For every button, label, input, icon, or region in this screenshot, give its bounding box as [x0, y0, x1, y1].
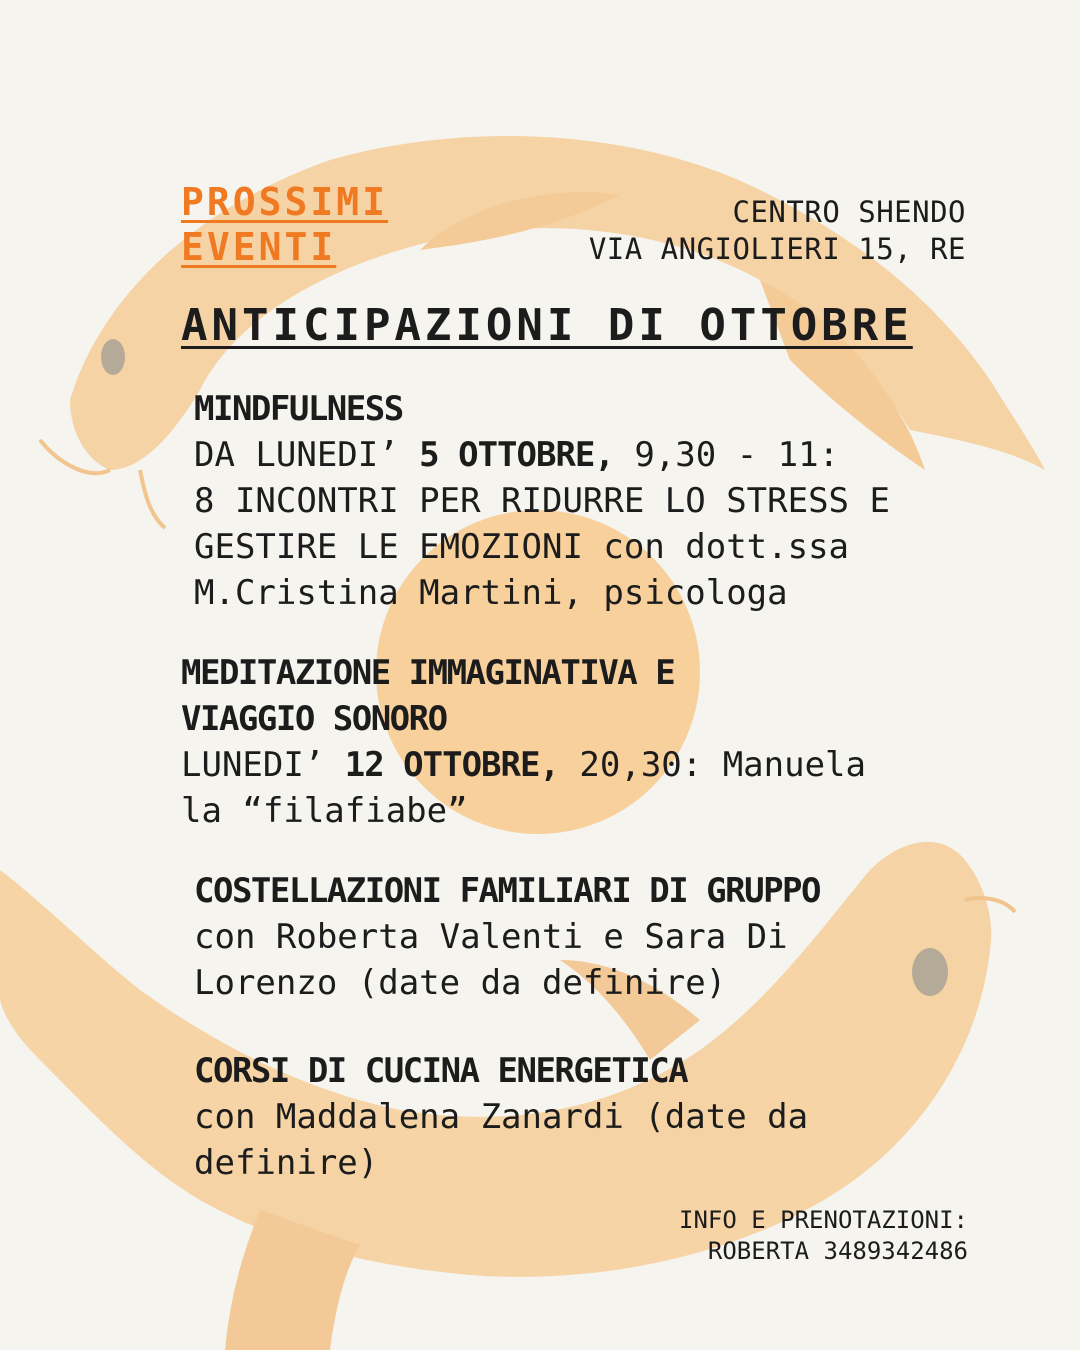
event-title: MINDFULNESS — [194, 389, 403, 429]
event-description: GESTIRE LE EMOZIONI con dott.ssa — [194, 527, 850, 567]
event-date-line — [181, 742, 866, 788]
event-description: con Roberta Valenti e Sara Di — [194, 917, 788, 957]
upcoming-events-tag — [181, 180, 388, 270]
event-description: Lorenzo (date da definire) — [194, 963, 727, 1003]
event-title: CORSI DI CUCINA ENERGETICA — [194, 1051, 688, 1091]
event-cucina — [194, 1048, 808, 1186]
event-date-line — [194, 432, 890, 478]
tag-line-1: PROSSIMI — [181, 180, 389, 224]
event-time: 9,30 - 11: — [613, 435, 840, 475]
event-meditazione — [181, 650, 866, 834]
event-title: COSTELLAZIONI FAMILIARI DI GRUPPO — [194, 871, 821, 911]
event-date: 5 OTTOBRE, — [419, 435, 614, 475]
event-title: MEDITAZIONE IMMAGINATIVA E — [181, 653, 675, 693]
info-label: INFO E PRENOTAZIONI: — [679, 1206, 968, 1234]
venue-address: VIA ANGIOLIERI 15, RE — [588, 232, 966, 266]
event-description: la “filafiabe” — [181, 791, 468, 831]
tag-line-2: EVENTI — [181, 225, 337, 269]
event-date: 12 OTTOBRE, — [344, 745, 559, 785]
event-date-prefix: LUNEDI’ — [181, 745, 345, 785]
page-heading: ANTICIPAZIONI DI OTTOBRE — [181, 300, 913, 351]
event-title: VIAGGIO SONORO — [181, 699, 447, 739]
event-costellazioni — [194, 868, 820, 1006]
contact-info — [679, 1205, 968, 1267]
info-phone: ROBERTA 3489342486 — [707, 1237, 968, 1265]
event-date-prefix: DA LUNEDI’ — [194, 435, 420, 475]
event-description: 8 INCONTRI PER RIDURRE LO STRESS E — [194, 481, 890, 521]
event-description: definire) — [194, 1143, 379, 1183]
venue-name: CENTRO SHENDO — [732, 195, 966, 229]
event-mindfulness — [194, 386, 890, 616]
event-description: con Maddalena Zanardi (date da — [194, 1097, 809, 1137]
event-description: M.Cristina Martini, psicologa — [194, 573, 788, 613]
venue-block — [589, 194, 966, 268]
event-time: 20,30: Manuela — [558, 745, 866, 785]
